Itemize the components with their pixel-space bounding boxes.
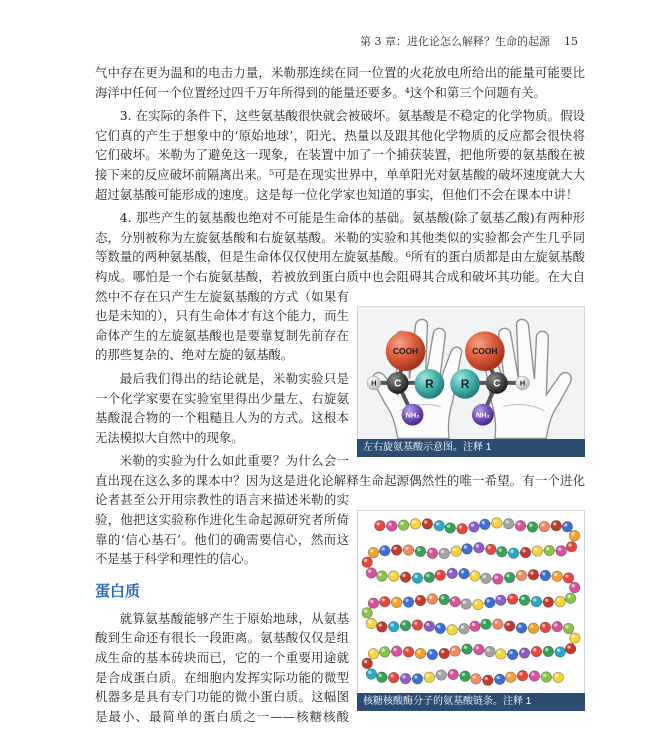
figure-caption: 左右旋氨基酸示意图。注释 1 bbox=[357, 439, 585, 457]
amino-acid-bead bbox=[469, 522, 480, 533]
bead-highlight bbox=[506, 574, 509, 577]
amino-acid-bead bbox=[470, 571, 481, 582]
bead-highlight bbox=[482, 521, 485, 524]
bead-highlight bbox=[379, 623, 382, 626]
bead-highlight bbox=[450, 671, 453, 674]
amino-acid-bead bbox=[474, 543, 485, 554]
bead-highlight bbox=[510, 550, 513, 553]
amino-acid-bead bbox=[480, 519, 491, 530]
amino-acid-bead bbox=[551, 521, 562, 532]
bead-highlight bbox=[405, 648, 408, 651]
amino-acid-bead bbox=[569, 530, 580, 541]
bead-highlight bbox=[402, 622, 405, 625]
amino-acid-bead bbox=[459, 624, 470, 635]
bead-highlight bbox=[393, 547, 396, 550]
amino-acid-bead bbox=[470, 621, 481, 632]
amino-acid-bead bbox=[362, 557, 373, 568]
amino-acid-bead bbox=[412, 620, 423, 631]
bead-highlight bbox=[370, 549, 373, 552]
amino-acid-bead bbox=[391, 597, 402, 608]
amino-acid-bead bbox=[457, 523, 468, 534]
amino-acid-bead bbox=[388, 621, 399, 632]
amino-acid-bead bbox=[556, 546, 567, 557]
amino-acid-bead bbox=[362, 608, 373, 619]
amino-acid-bead bbox=[540, 622, 551, 633]
amino-acid-bead bbox=[529, 671, 540, 682]
bead-highlight bbox=[521, 597, 524, 600]
amino-acid-bead bbox=[439, 548, 450, 559]
amino-acid-bead bbox=[555, 596, 566, 607]
amino-acid-bead bbox=[427, 649, 438, 660]
amino-acid-bead bbox=[543, 646, 554, 657]
bead-highlight bbox=[546, 547, 549, 550]
bead-highlight bbox=[452, 598, 455, 601]
amino-acid-bead bbox=[570, 633, 581, 644]
bead-highlight bbox=[370, 600, 373, 603]
bead-highlight bbox=[531, 672, 534, 675]
figure-caption: 核糖核酸酶分子的氨基酸链条。注释 1 bbox=[357, 693, 585, 711]
bead-highlight bbox=[483, 621, 486, 624]
bead-highlight bbox=[472, 623, 475, 626]
bead-highlight bbox=[393, 599, 396, 602]
bead-highlight bbox=[462, 673, 465, 676]
h-label: H bbox=[519, 378, 526, 388]
bead-highlight bbox=[518, 572, 521, 575]
amino-acid-bead bbox=[386, 521, 397, 532]
bead-highlight bbox=[441, 650, 444, 653]
r-label: R bbox=[425, 376, 434, 391]
amino-acid-bead bbox=[520, 547, 531, 558]
bead-highlight bbox=[564, 523, 567, 526]
amino-acid-bead bbox=[377, 571, 388, 582]
bead-highlight bbox=[417, 548, 420, 551]
bead-highlight bbox=[530, 571, 533, 574]
amino-acid-bead bbox=[555, 647, 566, 658]
page-number: 15 bbox=[564, 35, 578, 48]
amino-acid-bead bbox=[380, 596, 391, 607]
amino-acid-bead bbox=[391, 545, 402, 556]
amino-acid-chain-illustration bbox=[358, 511, 584, 693]
amino-acid-bead bbox=[377, 622, 388, 633]
bead-highlight bbox=[571, 532, 574, 535]
bead-highlight bbox=[509, 651, 512, 654]
amino-acid-bead bbox=[447, 625, 458, 636]
amino-acid-bead bbox=[422, 519, 433, 530]
bead-highlight bbox=[368, 620, 371, 623]
bead-highlight bbox=[381, 598, 384, 601]
amino-acid-bead bbox=[380, 647, 391, 658]
bead-highlight bbox=[497, 650, 500, 653]
bead-highlight bbox=[381, 547, 384, 550]
bead-highlight bbox=[447, 524, 450, 527]
amino-acid-bead bbox=[486, 544, 497, 555]
amino-acid-bead bbox=[451, 546, 462, 557]
bead-highlight bbox=[364, 609, 367, 612]
bead-highlight bbox=[557, 648, 560, 651]
amino-acid-bead bbox=[398, 520, 409, 531]
bead-highlight bbox=[459, 525, 462, 528]
cooh-label: COOH bbox=[472, 346, 498, 357]
amino-acid-bead bbox=[459, 568, 470, 579]
bead-highlight bbox=[541, 523, 544, 526]
amino-acid-bead bbox=[375, 520, 386, 531]
amino-acid-bead bbox=[562, 522, 573, 533]
amino-acid-bead bbox=[368, 648, 379, 659]
amino-acid-bead bbox=[400, 620, 411, 631]
amino-acid-bead bbox=[544, 545, 555, 556]
amino-acid-bead bbox=[447, 568, 458, 579]
amino-acid-bead bbox=[434, 521, 445, 532]
amino-acid-bead bbox=[563, 573, 574, 584]
amino-acid-bead bbox=[461, 599, 472, 610]
bead-highlight bbox=[517, 522, 520, 525]
bead-highlight bbox=[417, 650, 420, 653]
amino-acid-bead bbox=[362, 658, 373, 669]
amino-acid-bead bbox=[415, 648, 426, 659]
bead-highlight bbox=[543, 674, 546, 677]
bead-highlight bbox=[545, 599, 548, 602]
bead-highlight bbox=[533, 598, 536, 601]
bead-highlight bbox=[521, 650, 524, 653]
cooh-label: COOH bbox=[392, 346, 419, 357]
amino-acid-bead bbox=[495, 649, 506, 660]
amino-acid-bead bbox=[460, 671, 471, 682]
amino-acid-bead bbox=[368, 547, 379, 558]
bead-highlight bbox=[522, 549, 525, 552]
bead-highlight bbox=[476, 544, 479, 547]
amino-acid-bead bbox=[415, 595, 426, 606]
bead-highlight bbox=[379, 573, 382, 576]
chapter-title: 第 3 章：进化论怎么解释？生命的起源 bbox=[360, 35, 550, 48]
amino-acid-bead bbox=[519, 648, 530, 659]
amino-acid-bead bbox=[462, 544, 473, 555]
body-paragraph: 最后我们得出的结论就是，米勒实验只是一个化学家要在实验室里得出少量左、右旋氨基酸混合物的一个粗糙且人为的方式。这根本无法模拟大自然中的现象。 bbox=[95, 370, 349, 445]
c-label: C bbox=[394, 378, 402, 390]
bead-highlight bbox=[441, 550, 444, 553]
amino-acid-bead bbox=[427, 594, 438, 605]
bead-highlight bbox=[390, 573, 393, 576]
amino-acid-bead bbox=[528, 569, 539, 580]
h-label: H bbox=[371, 378, 377, 388]
amino-acid-bead bbox=[436, 670, 447, 681]
amino-acid-bead bbox=[412, 573, 423, 584]
bead-highlight bbox=[449, 626, 452, 629]
bead-highlight bbox=[497, 597, 500, 600]
bead-highlight bbox=[496, 676, 499, 679]
bead-highlight bbox=[393, 648, 396, 651]
bead-highlight bbox=[429, 550, 432, 553]
bead-highlight bbox=[368, 569, 371, 572]
bead-highlight bbox=[565, 574, 568, 577]
bead-highlight bbox=[473, 675, 476, 678]
bead-highlight bbox=[483, 575, 486, 578]
amino-acid-bead bbox=[507, 649, 518, 660]
nh2-label: NH₂ bbox=[405, 410, 420, 420]
bead-highlight bbox=[452, 648, 455, 651]
body-paragraph: 米勒的实验为什么如此重要？为什么会一直出现在这么多的课本中？因为这是进化论解释生命起源偶然性的唯一希望。有一个进化论者甚至公开用宗教性的语言来描述米勒的实验，他把这实验称作进化生命起源研究者所倚靠的‘信心基石’。他们的确需要信心，然而这不是基于科学和理性的信心。 bbox=[95, 453, 585, 567]
body-paragraph: 3. 在实际的条件下，这些氨基酸很快就会被破坏。氨基酸是不稳定的化学物质。假设它们真的产生于想象中的‘原始地球’，阳光、热量以及跟其他化学物质的反应都会很快将它们破坏。米勒为了避免这一现象，在装置中加了一个捕获装置，把他所要的氨基酸在被接下来的反应破坏前隔离出来。⁵可是在现实世界中，单单阳光对氨基酸的破坏速度就大大超过氨基酸可能形成的速度。这是每一位化学家也知道的事实，但他们不会在课本中讲！ bbox=[95, 108, 585, 202]
amino-acid-bead bbox=[481, 619, 492, 630]
c-label: C bbox=[493, 378, 501, 390]
bead-highlight bbox=[437, 572, 440, 575]
figure-chiral-amino-acids bbox=[357, 306, 585, 456]
figure-image bbox=[357, 306, 585, 439]
bead-highlight bbox=[554, 623, 557, 626]
bead-highlight bbox=[475, 601, 478, 604]
amino-acid-bead bbox=[495, 595, 506, 606]
bead-highlight bbox=[488, 546, 491, 549]
amino-acid-bead bbox=[366, 618, 377, 629]
amino-acid-bead bbox=[439, 594, 450, 605]
bead-highlight bbox=[429, 651, 432, 654]
bead-highlight bbox=[529, 523, 532, 526]
bead-highlight bbox=[438, 672, 441, 675]
amino-acid-bead bbox=[481, 573, 492, 584]
bead-highlight bbox=[572, 635, 575, 638]
bead-highlight bbox=[507, 674, 510, 677]
amino-acid-bead bbox=[527, 522, 538, 533]
bead-highlight bbox=[464, 545, 467, 548]
amino-acid-bead bbox=[552, 621, 563, 632]
figure-image bbox=[357, 510, 585, 693]
bead-highlight bbox=[412, 520, 415, 523]
bead-highlight bbox=[453, 548, 456, 551]
amino-acid-bead bbox=[532, 546, 543, 557]
r-label: R bbox=[460, 376, 470, 391]
running-head bbox=[360, 35, 578, 49]
bead-highlight bbox=[568, 543, 571, 546]
amino-acid-bead bbox=[450, 596, 461, 607]
bead-highlight bbox=[542, 572, 545, 575]
bead-highlight bbox=[414, 575, 417, 578]
bead-highlight bbox=[487, 599, 490, 602]
amino-acid-bead bbox=[504, 572, 515, 583]
bead-highlight bbox=[498, 548, 501, 551]
body-paragraph: 就算氨基酸能够产生于原始地球，从氨基酸到生命还有很长一段距离。氨基酸仅仅是组成生命的基本砖块而已，它的一个重要用途就是合成蛋白质。在细胞内发挥实际功能的微型机器多是具有专门功能的微小蛋白质。这幅图是最小、最简单的蛋白质之一——核糖核酸 bbox=[95, 610, 349, 724]
bead-highlight bbox=[494, 519, 497, 522]
bead-highlight bbox=[461, 625, 464, 628]
amino-acid-bead bbox=[366, 669, 377, 680]
amino-acid-bead bbox=[496, 546, 507, 557]
bead-highlight bbox=[402, 675, 405, 678]
amino-acid-bead bbox=[424, 572, 435, 583]
bead-highlight bbox=[509, 596, 512, 599]
amino-acid-bead bbox=[516, 623, 527, 634]
amino-acid-bead bbox=[507, 594, 518, 605]
amino-acid-bead bbox=[540, 570, 551, 581]
bead-highlight bbox=[414, 675, 417, 678]
amino-acid-bead bbox=[400, 572, 411, 583]
bead-highlight bbox=[534, 548, 537, 551]
bead-highlight bbox=[405, 599, 408, 602]
bead-highlight bbox=[555, 674, 558, 677]
amino-acid-bead bbox=[439, 648, 450, 659]
amino-acid-bead bbox=[388, 571, 399, 582]
amino-acid-bead bbox=[471, 674, 482, 685]
amino-acid-bead bbox=[563, 623, 574, 634]
amino-acid-bead bbox=[400, 673, 411, 684]
bead-highlight bbox=[424, 520, 427, 523]
amino-acid-bead bbox=[473, 599, 484, 610]
bead-highlight bbox=[567, 645, 570, 648]
chirality-illustration bbox=[358, 307, 584, 439]
amino-acid-bead bbox=[504, 621, 515, 632]
amino-acid-bead bbox=[531, 646, 542, 657]
bead-highlight bbox=[533, 648, 536, 651]
amino-acid-bead bbox=[448, 669, 459, 680]
amino-acid-bead bbox=[493, 619, 504, 630]
amino-acid-bead bbox=[388, 672, 399, 683]
bead-highlight bbox=[471, 523, 474, 526]
amino-acid-bead bbox=[565, 644, 576, 655]
amino-acid-bead bbox=[505, 672, 516, 683]
body-paragraph: 气中存在更为温和的电击力量，米勒那连续在同一位置的火花放电所给出的能量可能要比海洋中任何一个位置经过四千万年所得到的能量还要多。⁴这个和第三个问题有关。 bbox=[95, 65, 585, 100]
bead-highlight bbox=[426, 623, 429, 626]
amino-acid-bead bbox=[493, 574, 504, 585]
bead-highlight bbox=[542, 624, 545, 627]
bead-highlight bbox=[364, 660, 367, 663]
amino-acid-bead bbox=[566, 542, 577, 553]
bead-highlight bbox=[494, 621, 497, 624]
amino-acid-bead bbox=[424, 621, 435, 632]
bead-highlight bbox=[368, 671, 371, 674]
amino-acid-bead bbox=[494, 674, 505, 685]
amino-acid-bead bbox=[508, 548, 519, 559]
amino-acid-bead bbox=[415, 546, 426, 557]
amino-acid-bead bbox=[541, 672, 552, 683]
bead-highlight bbox=[518, 625, 521, 628]
amino-acid-bead bbox=[462, 644, 473, 655]
bead-highlight bbox=[417, 597, 420, 600]
amino-acid-bead bbox=[391, 646, 402, 657]
amino-acid-bead bbox=[403, 597, 414, 608]
amino-acid-bead bbox=[435, 570, 446, 581]
bead-highlight bbox=[558, 547, 561, 550]
figure-ribonuclease-chain bbox=[357, 510, 585, 710]
bead-highlight bbox=[426, 574, 429, 577]
bead-highlight bbox=[485, 677, 488, 680]
bead-highlight bbox=[519, 672, 522, 675]
bead-highlight bbox=[505, 520, 508, 523]
bead-highlight bbox=[402, 574, 405, 577]
amino-acid-bead bbox=[519, 595, 530, 606]
bead-highlight bbox=[565, 625, 568, 628]
amino-acid-bead bbox=[539, 521, 550, 532]
bead-highlight bbox=[426, 674, 429, 677]
amino-acid-bead bbox=[435, 623, 446, 634]
amino-acid-bead bbox=[427, 548, 438, 559]
amino-acid-bead bbox=[570, 582, 581, 593]
amino-acid-bead bbox=[368, 598, 379, 609]
bead-highlight bbox=[390, 674, 393, 677]
bead-highlight bbox=[487, 648, 490, 651]
section-heading: 蛋白质 bbox=[95, 582, 141, 600]
bead-highlight bbox=[364, 559, 367, 562]
bead-highlight bbox=[545, 648, 548, 651]
bead-highlight bbox=[530, 625, 533, 628]
bead-highlight bbox=[436, 522, 439, 525]
body-paragraph: 4. 那些产生的氨基酸也绝对不可能是生命体的基础。氨基酸(除了氨基乙酸)有两种形态，分别被称为左旋氨基酸和右旋氨基酸。米勒的实验和其他类似的实验都会产生几乎同等数量的两种氨基酸，但是生命体仅仅使用左旋氨基酸。⁶所有的蛋白质都是由左旋氨基酸构成。哪怕是一个右旋氨基酸，若被放到蛋白质中也会阻碍其合成和破坏其功能。在大自然中不存在只产生左旋氨基酸的方式（如果有也是未知的），只有生命体才有这个能力，而生命体产生的左旋氨基酸也是要靠复制先前存在的那些复杂的、绝对左旋的氨基酸。 bbox=[95, 210, 585, 363]
bead-highlight bbox=[381, 648, 384, 651]
amino-acid-bead bbox=[516, 570, 527, 581]
bead-highlight bbox=[449, 570, 452, 573]
amino-acid-bead bbox=[531, 596, 542, 607]
bead-highlight bbox=[370, 650, 373, 653]
amino-acid-bead bbox=[403, 647, 414, 658]
amino-acid-bead bbox=[485, 597, 496, 608]
bead-highlight bbox=[476, 646, 479, 649]
amino-acid-bead bbox=[450, 646, 461, 657]
amino-acid-bead bbox=[380, 546, 391, 557]
amino-acid-bead bbox=[424, 672, 435, 683]
amino-acid-bead bbox=[552, 571, 563, 582]
nh2-label: NH₂ bbox=[475, 410, 490, 420]
amino-acid-bead bbox=[403, 545, 414, 556]
amino-acid-bead bbox=[445, 523, 456, 534]
amino-acid-bead bbox=[543, 597, 554, 608]
amino-acid-bead bbox=[517, 670, 528, 681]
amino-acid-bead bbox=[485, 646, 496, 657]
amino-acid-bead bbox=[528, 623, 539, 634]
bead-highlight bbox=[464, 646, 467, 649]
bead-highlight bbox=[553, 522, 556, 525]
bead-highlight bbox=[506, 623, 509, 626]
bead-highlight bbox=[377, 522, 380, 525]
amino-acid-bead bbox=[410, 519, 421, 530]
bead-highlight bbox=[441, 596, 444, 599]
bead-highlight bbox=[388, 523, 391, 526]
amino-acid-bead bbox=[366, 568, 377, 579]
bead-highlight bbox=[567, 595, 570, 598]
amino-acid-bead bbox=[503, 518, 514, 529]
bead-highlight bbox=[390, 623, 393, 626]
bead-highlight bbox=[414, 622, 417, 625]
amino-acid-bead bbox=[565, 593, 576, 604]
amino-acid-bead bbox=[412, 674, 423, 685]
bead-highlight bbox=[405, 547, 408, 550]
bead-highlight bbox=[557, 598, 560, 601]
amino-acid-bead bbox=[483, 675, 494, 686]
amino-acid-bead bbox=[474, 644, 485, 655]
text-column bbox=[95, 63, 585, 730]
amino-acid-bead bbox=[492, 518, 503, 529]
bead-highlight bbox=[461, 570, 464, 573]
bead-highlight bbox=[554, 573, 557, 576]
amino-acid-bead bbox=[553, 672, 564, 683]
amino-acid-bead bbox=[515, 521, 526, 532]
bead-highlight bbox=[463, 601, 466, 604]
bead-highlight bbox=[572, 584, 575, 587]
bead-highlight bbox=[472, 572, 475, 575]
bead-highlight bbox=[437, 625, 440, 628]
bead-highlight bbox=[400, 522, 403, 525]
bead-highlight bbox=[379, 674, 382, 677]
amino-acid-bead bbox=[377, 672, 388, 683]
bead-highlight bbox=[429, 596, 432, 599]
bead-highlight bbox=[494, 576, 497, 579]
